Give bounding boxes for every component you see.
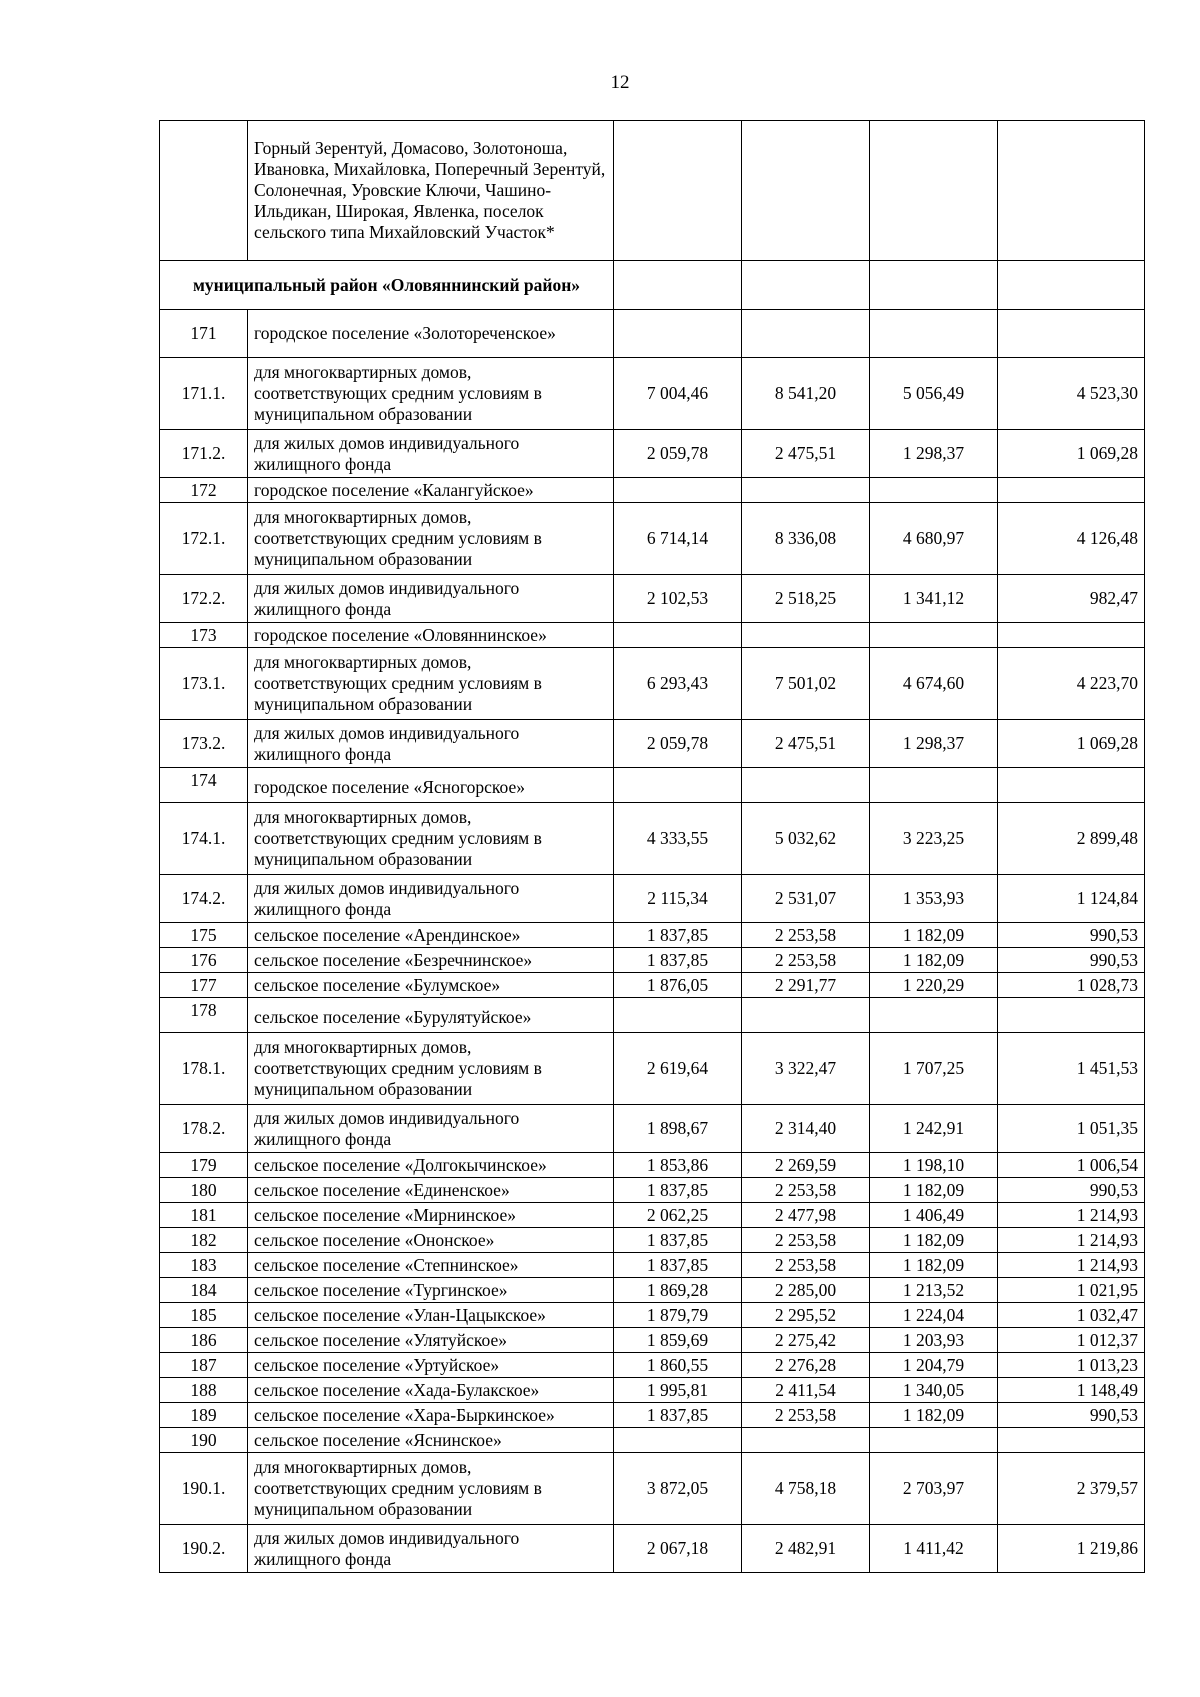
table-row <box>160 1278 1145 1303</box>
value-col-4: 990,53 <box>998 948 1145 973</box>
value-col-1 <box>614 623 742 648</box>
table-row <box>160 575 1145 623</box>
table-row <box>160 720 1145 768</box>
table-row <box>160 875 1145 923</box>
value-col-4 <box>998 623 1145 648</box>
value-col-2 <box>742 623 870 648</box>
value-col-2: 7 501,02 <box>742 648 870 720</box>
value-col-2 <box>742 768 870 803</box>
value-col-4 <box>998 1428 1145 1453</box>
table-row <box>160 1328 1145 1353</box>
value-col-2: 5 032,62 <box>742 803 870 875</box>
row-number: 171 <box>160 310 248 358</box>
row-number: 171.1. <box>160 358 248 430</box>
value-col-2 <box>742 998 870 1033</box>
value-col-1: 1 837,85 <box>614 1228 742 1253</box>
value-col-3: 1 341,12 <box>870 575 998 623</box>
section-title: муниципальный район «Оловяннинский район» <box>160 261 614 310</box>
value-col-2: 2 275,42 <box>742 1328 870 1353</box>
value-col-4: 4 126,48 <box>998 503 1145 575</box>
value-col-1: 6 293,43 <box>614 648 742 720</box>
value-col-2: 2 482,91 <box>742 1525 870 1573</box>
row-name: для многоквартирных домов, соответствующих средним условиям в муниципальном образовании <box>248 803 614 875</box>
value-col-2 <box>742 478 870 503</box>
value-col-1: 1 837,85 <box>614 1403 742 1428</box>
row-number: 178 <box>160 998 248 1033</box>
value-col-3: 1 298,37 <box>870 430 998 478</box>
value-col-1: 1 837,85 <box>614 1253 742 1278</box>
value-col-3 <box>870 998 998 1033</box>
value-col-1: 4 333,55 <box>614 803 742 875</box>
value-col-1 <box>614 1428 742 1453</box>
row-name: сельское поселение «Хада-Булакское» <box>248 1378 614 1403</box>
row-number: 172.2. <box>160 575 248 623</box>
value-col-2: 8 541,20 <box>742 358 870 430</box>
row-name: сельское поселение «Долгокычинское» <box>248 1153 614 1178</box>
value-col-2: 2 291,77 <box>742 973 870 998</box>
row-number: 178.1. <box>160 1033 248 1105</box>
value-col-1: 1 853,86 <box>614 1153 742 1178</box>
table-row <box>160 358 1145 430</box>
table-row <box>160 1428 1145 1453</box>
value-col-4 <box>998 998 1145 1033</box>
row-name: сельское поселение «Уртуйское» <box>248 1353 614 1378</box>
table-row <box>160 623 1145 648</box>
value-col-1 <box>614 310 742 358</box>
value-col-4: 1 006,54 <box>998 1153 1145 1178</box>
value-col-2: 2 253,58 <box>742 948 870 973</box>
value-col-1: 1 879,79 <box>614 1303 742 1328</box>
value-col-1: 2 115,34 <box>614 875 742 923</box>
row-number: 181 <box>160 1203 248 1228</box>
row-name: сельское поселение «Ононское» <box>248 1228 614 1253</box>
value-col-2: 2 475,51 <box>742 430 870 478</box>
value-col-3: 1 220,29 <box>870 973 998 998</box>
value-col-2: 3 322,47 <box>742 1033 870 1105</box>
value-col-3: 1 411,42 <box>870 1525 998 1573</box>
row-name: сельское поселение «Безречнинское» <box>248 948 614 973</box>
row-name: сельское поселение «Степнинское» <box>248 1253 614 1278</box>
value-col-2: 8 336,08 <box>742 503 870 575</box>
value-col-1: 3 872,05 <box>614 1453 742 1525</box>
row-number: 182 <box>160 1228 248 1253</box>
value-col-1: 1 869,28 <box>614 1278 742 1303</box>
value-col-1 <box>614 768 742 803</box>
value-col-1: 2 059,78 <box>614 430 742 478</box>
row-number: 172.1. <box>160 503 248 575</box>
value-col-3: 1 298,37 <box>870 720 998 768</box>
row-number: 188 <box>160 1378 248 1403</box>
value-col-4: 990,53 <box>998 923 1145 948</box>
value-col-2: 2 253,58 <box>742 1228 870 1253</box>
value-col-1: 1 859,69 <box>614 1328 742 1353</box>
value-col-4 <box>998 310 1145 358</box>
row-name: для многоквартирных домов, соответствующих средним условиям в муниципальном образовании <box>248 1033 614 1105</box>
value-col-1: 1 860,55 <box>614 1353 742 1378</box>
value-col-1: 2 067,18 <box>614 1525 742 1573</box>
value-col-2: 2 269,59 <box>742 1153 870 1178</box>
value-col-4: 2 899,48 <box>998 803 1145 875</box>
row-name: сельское поселение «Улятуйское» <box>248 1328 614 1353</box>
row-name: сельское поселение «Мирнинское» <box>248 1203 614 1228</box>
value-col-3: 1 340,05 <box>870 1378 998 1403</box>
value-col-4: 1 021,95 <box>998 1278 1145 1303</box>
table-row <box>160 1033 1145 1105</box>
value-col-3: 1 182,09 <box>870 1178 998 1203</box>
value-col-2: 2 411,54 <box>742 1378 870 1403</box>
row-number: 183 <box>160 1253 248 1278</box>
table-row <box>160 310 1145 358</box>
value-col-1: 2 062,25 <box>614 1203 742 1228</box>
table-row <box>160 1203 1145 1228</box>
value-col-2: 2 253,58 <box>742 1253 870 1278</box>
value-col-4: 1 214,93 <box>998 1253 1145 1278</box>
value-col-4: 1 069,28 <box>998 430 1145 478</box>
table-row <box>160 1253 1145 1278</box>
row-number: 189 <box>160 1403 248 1428</box>
value-col-4: 1 451,53 <box>998 1033 1145 1105</box>
value-col-1: 1 995,81 <box>614 1378 742 1403</box>
table-row <box>160 973 1145 998</box>
row-name: для многоквартирных домов, соответствующих средним условиям в муниципальном образовании <box>248 1453 614 1525</box>
value-col-3: 1 182,09 <box>870 1228 998 1253</box>
row-name: для жилых домов индивидуального жилищного фонда <box>248 430 614 478</box>
value-col-3: 4 680,97 <box>870 503 998 575</box>
value-col-4: 4 223,70 <box>998 648 1145 720</box>
value-col-1: 1 898,67 <box>614 1105 742 1153</box>
table-row <box>160 923 1145 948</box>
value-col-2: 2 295,52 <box>742 1303 870 1328</box>
table-row <box>160 1378 1145 1403</box>
value-col-4: 1 012,37 <box>998 1328 1145 1353</box>
row-name: сельское поселение «Булумское» <box>248 973 614 998</box>
table-row <box>160 948 1145 973</box>
row-name: для многоквартирных домов, соответствующих средним условиям в муниципальном образовании <box>248 648 614 720</box>
value-col-2: 2 276,28 <box>742 1353 870 1378</box>
value-col-1: 6 714,14 <box>614 503 742 575</box>
tariff-table <box>159 120 1145 1573</box>
value-col-4: 1 219,86 <box>998 1525 1145 1573</box>
value-col-4: 990,53 <box>998 1178 1145 1203</box>
value-col-4: 1 124,84 <box>998 875 1145 923</box>
value-col-3: 1 203,93 <box>870 1328 998 1353</box>
table-row <box>160 1303 1145 1328</box>
value-col-3: 1 182,09 <box>870 1403 998 1428</box>
row-number: 174 <box>160 768 248 803</box>
row-number: 174.2. <box>160 875 248 923</box>
value-col-4: 1 069,28 <box>998 720 1145 768</box>
value-col-3: 3 223,25 <box>870 803 998 875</box>
row-name: для жилых домов индивидуального жилищного фонда <box>248 1525 614 1573</box>
row-number: 179 <box>160 1153 248 1178</box>
value-col-2: 2 253,58 <box>742 1178 870 1203</box>
value-col-3: 1 198,10 <box>870 1153 998 1178</box>
value-col-4: 1 032,47 <box>998 1303 1145 1328</box>
row-number: 180 <box>160 1178 248 1203</box>
value-col-3: 1 182,09 <box>870 948 998 973</box>
row-name: для жилых домов индивидуального жилищного фонда <box>248 720 614 768</box>
row-number: 186 <box>160 1328 248 1353</box>
value-col-3: 1 182,09 <box>870 923 998 948</box>
value-col-2: 2 314,40 <box>742 1105 870 1153</box>
value-col-3 <box>870 768 998 803</box>
value-col-2: 4 758,18 <box>742 1453 870 1525</box>
value-col-3 <box>870 310 998 358</box>
value-col-1 <box>614 478 742 503</box>
value-col-3: 1 242,91 <box>870 1105 998 1153</box>
value-col-4: 1 148,49 <box>998 1378 1145 1403</box>
value-col-3: 1 353,93 <box>870 875 998 923</box>
value-col-4: 990,53 <box>998 1403 1145 1428</box>
table-row <box>160 1525 1145 1573</box>
value-col-4 <box>998 768 1145 803</box>
carryover-row <box>160 121 1145 261</box>
value-col-2: 2 531,07 <box>742 875 870 923</box>
row-name: сельское поселение «Тургинское» <box>248 1278 614 1303</box>
row-name: для жилых домов индивидуального жилищного фонда <box>248 1105 614 1153</box>
table-row <box>160 1178 1145 1203</box>
value-col-3: 1 182,09 <box>870 1253 998 1278</box>
value-col-4: 1 214,93 <box>998 1203 1145 1228</box>
table-row <box>160 998 1145 1033</box>
row-name: для многоквартирных домов, соответствующих средним условиям в муниципальном образовании <box>248 503 614 575</box>
value-col-1: 1 837,85 <box>614 948 742 973</box>
table-row <box>160 1153 1145 1178</box>
value-col-4: 1 028,73 <box>998 973 1145 998</box>
value-col-4 <box>998 478 1145 503</box>
row-name: сельское поселение «Улан-Цацыкское» <box>248 1303 614 1328</box>
row-number: 174.1. <box>160 803 248 875</box>
row-number: 173.2. <box>160 720 248 768</box>
value-col-2: 2 253,58 <box>742 923 870 948</box>
table-row <box>160 1403 1145 1428</box>
value-col-2 <box>742 310 870 358</box>
value-col-1: 1 837,85 <box>614 923 742 948</box>
value-col-2: 2 253,58 <box>742 1403 870 1428</box>
value-col-2: 2 518,25 <box>742 575 870 623</box>
table-row <box>160 430 1145 478</box>
row-name: городское поселение «Ясногорское» <box>248 768 614 803</box>
page-number: 12 <box>610 72 630 93</box>
table-row <box>160 1353 1145 1378</box>
row-name: для жилых домов индивидуального жилищного фонда <box>248 875 614 923</box>
row-number: 177 <box>160 973 248 998</box>
carryover-text: Горный Зерентуй, Домасово, Золотоноша, Ивановка, Михайловка, Поперечный Зерентуй, Солонечная, Уровские Ключи, Чашино-Ильдикан, Широкая, Явленка, поселок сельского типа Михайловский Участок* <box>248 121 614 261</box>
value-col-3: 1 204,79 <box>870 1353 998 1378</box>
row-name: сельское поселение «Бурулятуйское» <box>248 998 614 1033</box>
value-col-4: 1 214,93 <box>998 1228 1145 1253</box>
value-col-3: 1 406,49 <box>870 1203 998 1228</box>
row-number: 171.2. <box>160 430 248 478</box>
row-number: 190.2. <box>160 1525 248 1573</box>
row-number: 185 <box>160 1303 248 1328</box>
row-number: 187 <box>160 1353 248 1378</box>
row-number: 190.1. <box>160 1453 248 1525</box>
row-number: 173 <box>160 623 248 648</box>
row-number: 173.1. <box>160 648 248 720</box>
table-row <box>160 1453 1145 1525</box>
row-number: 190 <box>160 1428 248 1453</box>
value-col-4: 4 523,30 <box>998 358 1145 430</box>
row-name: городское поселение «Золотореченское» <box>248 310 614 358</box>
table-row <box>160 648 1145 720</box>
value-col-3: 1 224,04 <box>870 1303 998 1328</box>
value-col-3: 1 707,25 <box>870 1033 998 1105</box>
row-number: 175 <box>160 923 248 948</box>
row-name: городское поселение «Калангуйское» <box>248 478 614 503</box>
table-row <box>160 478 1145 503</box>
value-col-4: 1 051,35 <box>998 1105 1145 1153</box>
value-col-3 <box>870 1428 998 1453</box>
table-row <box>160 803 1145 875</box>
value-col-4: 1 013,23 <box>998 1353 1145 1378</box>
row-name: сельское поселение «Единенское» <box>248 1178 614 1203</box>
value-col-2 <box>742 1428 870 1453</box>
value-col-3: 5 056,49 <box>870 358 998 430</box>
section-header-row <box>160 261 1145 310</box>
row-number: 172 <box>160 478 248 503</box>
row-name: городское поселение «Оловяннинское» <box>248 623 614 648</box>
row-number: 176 <box>160 948 248 973</box>
row-number: 178.2. <box>160 1105 248 1153</box>
value-col-1: 1 837,85 <box>614 1178 742 1203</box>
table-row <box>160 1228 1145 1253</box>
value-col-1: 2 059,78 <box>614 720 742 768</box>
value-col-1: 1 876,05 <box>614 973 742 998</box>
row-name: для многоквартирных домов, соответствующих средним условиям в муниципальном образовании <box>248 358 614 430</box>
table-row <box>160 503 1145 575</box>
value-col-3: 1 213,52 <box>870 1278 998 1303</box>
value-col-3: 4 674,60 <box>870 648 998 720</box>
value-col-1 <box>614 998 742 1033</box>
value-col-1: 7 004,46 <box>614 358 742 430</box>
value-col-3: 2 703,97 <box>870 1453 998 1525</box>
value-col-3 <box>870 623 998 648</box>
value-col-2: 2 475,51 <box>742 720 870 768</box>
row-number: 184 <box>160 1278 248 1303</box>
value-col-2: 2 285,00 <box>742 1278 870 1303</box>
row-name: сельское поселение «Яснинское» <box>248 1428 614 1453</box>
row-name: для жилых домов индивидуального жилищного фонда <box>248 575 614 623</box>
value-col-1: 2 102,53 <box>614 575 742 623</box>
value-col-4: 982,47 <box>998 575 1145 623</box>
value-col-3 <box>870 478 998 503</box>
value-col-1: 2 619,64 <box>614 1033 742 1105</box>
carryover-num-cell <box>160 121 248 261</box>
value-col-2: 2 477,98 <box>742 1203 870 1228</box>
table-row <box>160 768 1145 803</box>
row-name: сельское поселение «Хара-Быркинское» <box>248 1403 614 1428</box>
value-col-4: 2 379,57 <box>998 1453 1145 1525</box>
row-name: сельское поселение «Арендинское» <box>248 923 614 948</box>
table-row <box>160 1105 1145 1153</box>
